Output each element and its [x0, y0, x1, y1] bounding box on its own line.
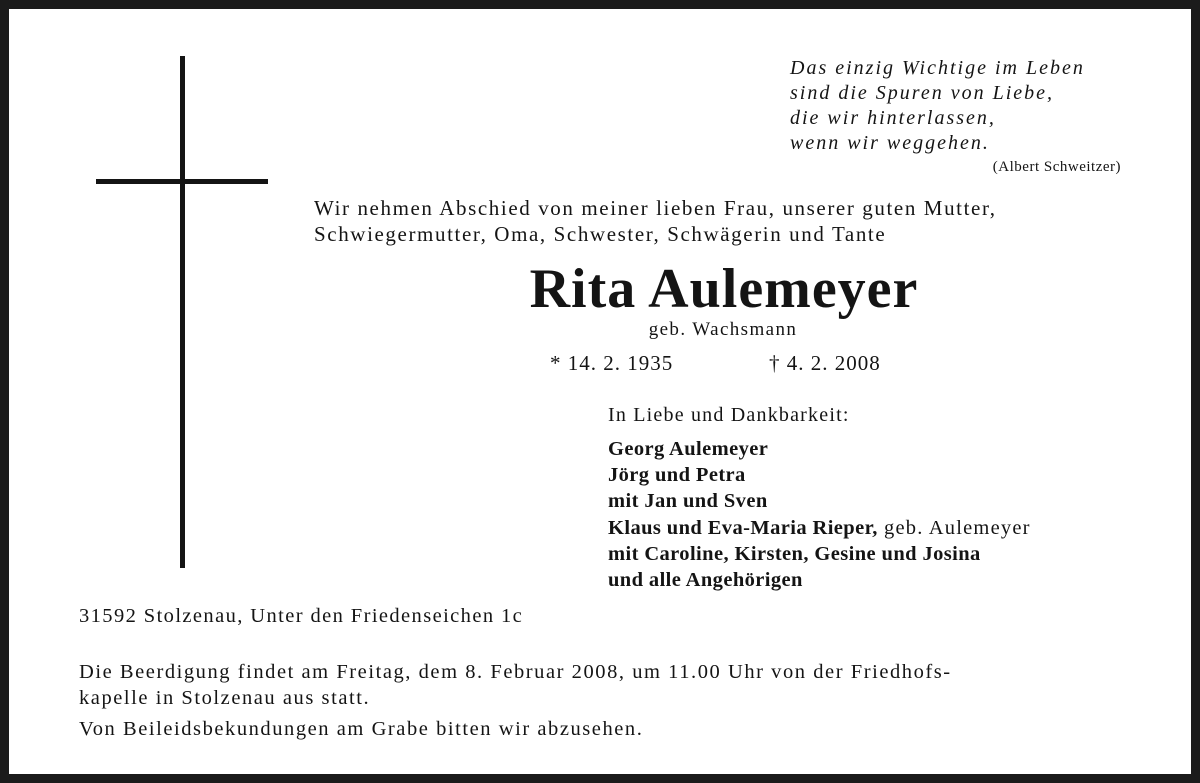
- mourner-line: [608, 488, 1031, 514]
- quote-line: Das einzig Wichtige im Leben: [790, 57, 1085, 79]
- family-address: 31592 Stolzenau, Unter den Friedenseichen 1c: [79, 605, 524, 627]
- birth-date: * 14. 2. 1935: [550, 351, 674, 375]
- quote-line: sind die Spuren von Liebe,: [790, 82, 1055, 104]
- mourner-name: Klaus und Eva-Maria Rieper,: [608, 516, 878, 539]
- quote-line: die wir hinterlassen,: [790, 107, 996, 129]
- mourner-line: [608, 515, 1031, 541]
- farewell-intro-line: Schwiegermutter, Oma, Schwester, Schwägerin und Tante: [314, 222, 887, 246]
- mourner-line: [608, 436, 1031, 462]
- mourners-intro: In Liebe und Dankbarkeit:: [608, 404, 850, 426]
- deceased-name: Rita Aulemeyer: [529, 258, 919, 320]
- mourner-line: [608, 567, 1031, 593]
- maiden-name: geb. Wachsmann: [648, 319, 798, 340]
- funeral-info-line: Die Beerdigung findet am Freitag, dem 8. Februar 2008, um 11.00 Uhr von der Friedhofs-: [79, 661, 952, 683]
- mourner-name: mit Jan und Sven: [608, 490, 768, 513]
- death-date: † 4. 2. 2008: [769, 351, 881, 375]
- quote-line: wenn wir weggehen.: [790, 132, 990, 154]
- mourners-list: [608, 436, 1031, 593]
- mourner-note: geb. Aulemeyer: [877, 516, 1031, 539]
- quote: [790, 56, 1085, 156]
- condolences-note: Von Beileidsbekundungen am Grabe bitten wir abzusehen.: [79, 718, 644, 740]
- farewell-intro-line: Wir nehmen Abschied von meiner lieben Frau, unserer guten Mutter,: [314, 196, 997, 220]
- mourner-name: mit Caroline, Kirsten, Gesine und Josina: [608, 542, 981, 565]
- mourner-line: [608, 462, 1031, 488]
- funeral-info-line: kapelle in Stolzenau aus statt.: [79, 687, 371, 709]
- quote-author: (Albert Schweitzer): [992, 159, 1121, 175]
- mourner-line: [608, 541, 1031, 567]
- mourner-name: Georg Aulemeyer: [608, 438, 769, 460]
- funeral-info: [79, 659, 952, 711]
- cross-horizontal-bar: [96, 179, 268, 184]
- mourner-name: Jörg und Petra: [608, 464, 746, 487]
- mourner-name: und alle Angehörigen: [608, 569, 803, 592]
- farewell-intro: [314, 195, 997, 247]
